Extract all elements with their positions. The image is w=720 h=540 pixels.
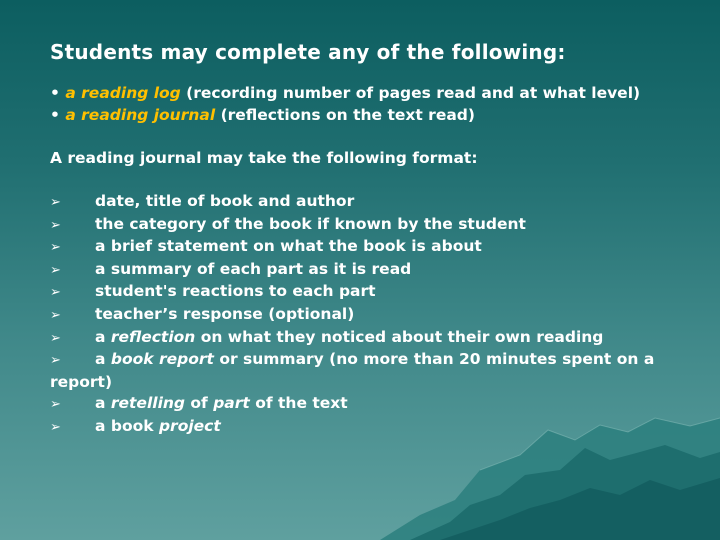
list-item [50, 214, 680, 237]
bullet-marker: • [50, 84, 66, 102]
item-text-post: or summary (no more than 20 minutes spent on a report) [50, 350, 655, 391]
item-text-emphasis: book report [110, 350, 214, 369]
slide-content [50, 38, 680, 439]
arrow-bullet-icon: ➢ [50, 307, 61, 323]
arrow-bullet-icon: ➢ [50, 285, 61, 301]
item-text: the category of the book if known by the student [95, 214, 526, 233]
mountain-front [440, 478, 720, 540]
list-item [50, 304, 680, 327]
arrow-bullet-icon: ➢ [50, 262, 61, 278]
list-item [50, 327, 680, 350]
arrow-bullet-icon: ➢ [50, 217, 61, 233]
item-text: teacher’s response (optional) [95, 304, 355, 323]
mountain-mid [410, 445, 720, 540]
list-item [50, 281, 680, 304]
format-intro: A reading journal may take the following format: [50, 148, 478, 167]
item-text-pre: a book [95, 416, 159, 435]
item-text-pre: a [95, 394, 111, 413]
item-text-post: of the text [249, 394, 348, 413]
list-item [50, 393, 680, 416]
arrow-bullet-icon: ➢ [50, 194, 61, 210]
reading-log-highlight: a reading log [65, 84, 181, 102]
reading-journal-highlight: a reading journal [65, 105, 216, 124]
item-text-mid: of [185, 394, 214, 413]
item-text-pre: a [95, 327, 111, 346]
arrow-bullet-icon: ➢ [50, 397, 61, 413]
reading-journal-description: (reflections on the text read) [215, 105, 475, 124]
list-item [50, 416, 680, 439]
list-item [50, 349, 680, 393]
item-text-emphasis: retelling [110, 394, 186, 413]
arrow-bullet-icon: ➢ [50, 240, 61, 256]
arrow-bullet-icon: ➢ [50, 330, 61, 346]
item-text: student's reactions to each part [95, 282, 376, 301]
bullet-reading-log [50, 83, 680, 105]
item-text: a summary of each part as it is read [95, 259, 412, 278]
item-text-emphasis: reflection [110, 327, 196, 346]
item-text: a brief statement on what the book is about [95, 237, 482, 256]
item-text-pre: a [95, 350, 111, 369]
item-text: date, title of book and author [95, 191, 355, 210]
arrow-bullet-icon: ➢ [50, 353, 61, 369]
reading-log-description: (recording number of pages read and at what level) [180, 84, 641, 102]
item-text-emphasis: part [213, 394, 250, 413]
slide-title: Students may complete any of the following: [50, 40, 566, 64]
list-item [50, 259, 680, 282]
arrow-bullet-icon: ➢ [50, 419, 61, 435]
item-text-emphasis: project [158, 416, 221, 435]
bullet-marker: • [50, 105, 66, 124]
list-item [50, 191, 680, 214]
bullet-reading-journal [50, 105, 680, 127]
item-text-post: on what they noticed about their own reading [195, 327, 604, 346]
list-item [50, 236, 680, 259]
